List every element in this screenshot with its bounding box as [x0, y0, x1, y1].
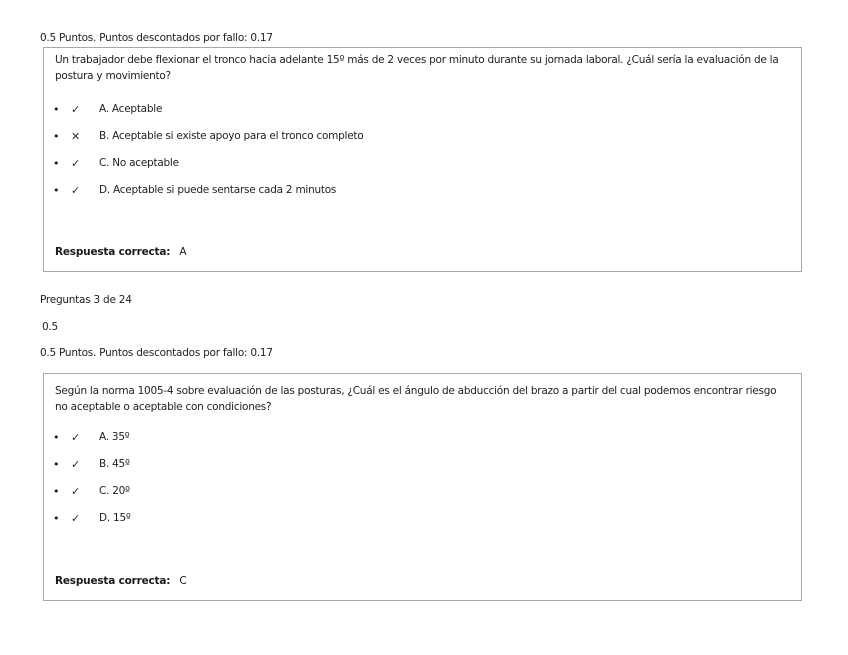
question-text: Según la norma 1005-4 sobre evaluación de las posturas, ¿Cuál es el ángulo de abducción del brazo a partir del cual podemos encontrar riesgo no aceptable o aceptable con condiciones?	[55, 385, 777, 413]
question-card	[43, 47, 802, 272]
bullet-icon: •	[53, 511, 60, 525]
question-text: Un trabajador debe flexionar el tronco hacia adelante 15º más de 2 veces por minuto durante su jornada laboral. ¿Cuál sería la evaluación de la postura y movimiento?	[55, 54, 779, 82]
answer-option-d[interactable]	[53, 510, 131, 526]
points-info: 0.5 Puntos. Puntos descontados por fallo: 0.17	[40, 347, 273, 359]
answer-option-c[interactable]	[53, 483, 130, 499]
option-label: A. 35º	[99, 431, 130, 443]
correct-answer-title: Respuesta correcta:	[55, 575, 171, 587]
bullet-icon: •	[53, 129, 60, 143]
bullet-icon: •	[53, 457, 60, 471]
bullet-icon: •	[53, 484, 60, 498]
points-info: 0.5 Puntos. Puntos descontados por fallo: 0.17	[40, 32, 273, 44]
correct-answer-value: A	[179, 246, 187, 258]
bullet-icon: •	[53, 430, 60, 444]
answer-option-d[interactable]	[53, 182, 336, 198]
option-label: A. Aceptable	[99, 103, 163, 115]
check-icon: ✓	[71, 183, 80, 197]
check-icon: ✓	[71, 511, 80, 525]
cross-icon: ✕	[71, 129, 80, 143]
bullet-icon: •	[53, 102, 60, 116]
check-icon: ✓	[71, 102, 80, 116]
option-label: B. 45º	[99, 458, 130, 470]
option-label: B. Aceptable si existe apoyo para el tronco completo	[99, 130, 364, 142]
check-icon: ✓	[71, 156, 80, 170]
question-score: 0.5	[42, 321, 58, 333]
option-label: C. 20º	[99, 485, 130, 497]
correct-answer	[55, 574, 187, 588]
option-label: C. No aceptable	[99, 157, 179, 169]
answer-option-a[interactable]	[53, 101, 162, 117]
answer-option-b[interactable]	[53, 128, 363, 144]
answer-option-c[interactable]	[53, 155, 179, 171]
bullet-icon: •	[53, 156, 60, 170]
correct-answer-value: C	[179, 575, 187, 587]
answer-option-b[interactable]	[53, 456, 130, 472]
option-label: D. Aceptable si puede sentarse cada 2 minutos	[99, 184, 337, 196]
option-label: D. 15º	[99, 512, 131, 524]
check-icon: ✓	[71, 457, 80, 471]
answer-option-a[interactable]	[53, 429, 129, 445]
check-icon: ✓	[71, 484, 80, 498]
bullet-icon: •	[53, 183, 60, 197]
correct-answer-title: Respuesta correcta:	[55, 246, 171, 258]
correct-answer	[55, 245, 186, 259]
check-icon: ✓	[71, 430, 80, 444]
question-card	[43, 373, 802, 601]
question-counter: Preguntas 3 de 24	[40, 294, 132, 306]
